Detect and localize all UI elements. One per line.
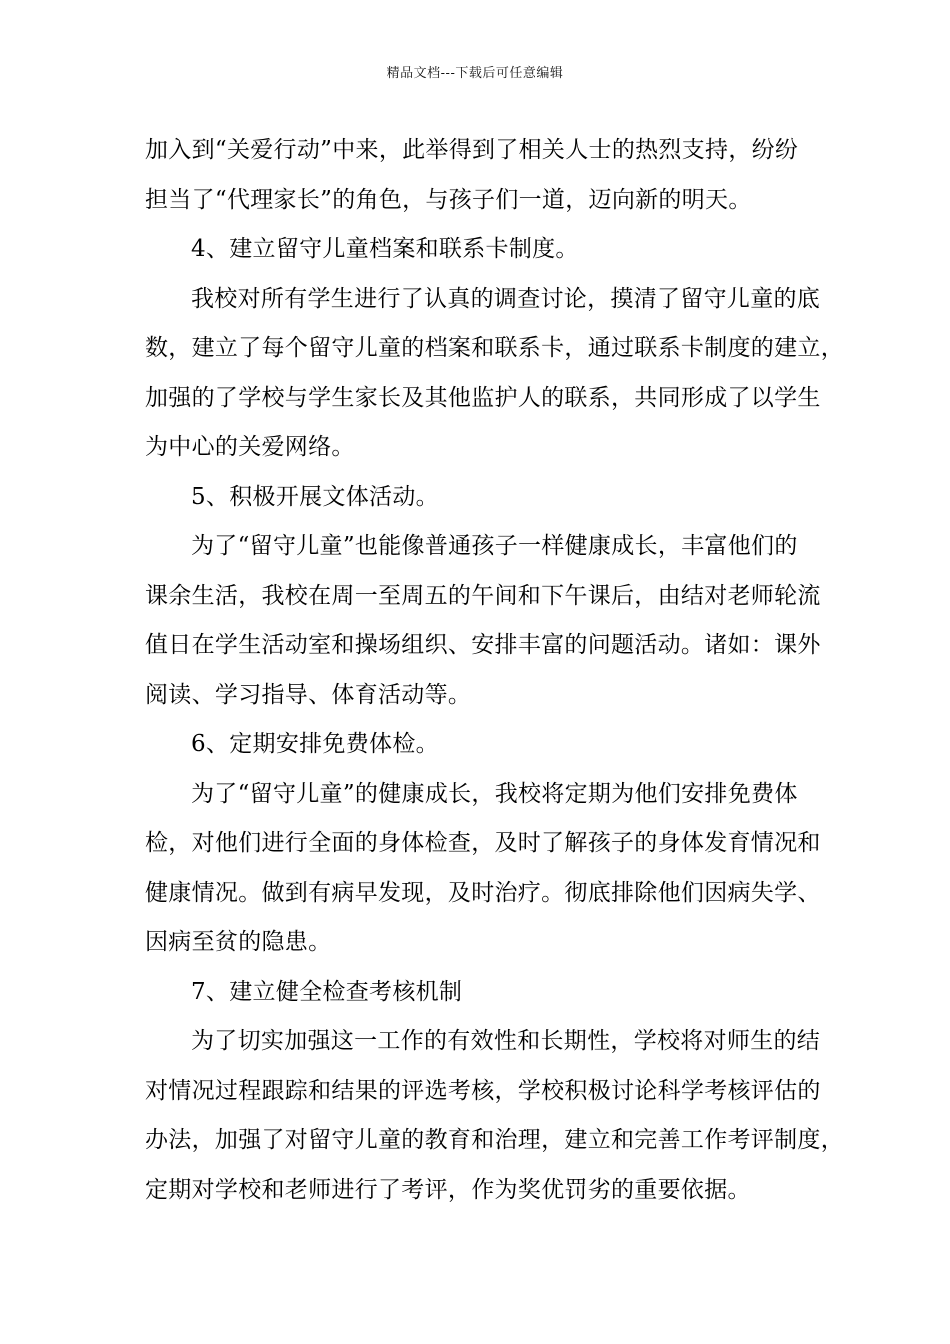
body-line: 值日在学生活动室和操场组织、安排丰富的问题活动。诸如：课外 (145, 632, 821, 658)
body-line: 健康情况。做到有病早发现，及时治疗。彻底排除他们因病失学、 (145, 879, 821, 906)
body-line: 数，建立了每个留守儿童的档案和联系卡，通过联系卡制度的建立， (145, 335, 844, 361)
section-heading-7: 7、建立健全检查考核机制 (191, 978, 463, 1005)
body-line: 课余生活，我校在周一至周五的午间和下午课后，由结对老师轮流 (145, 582, 821, 609)
section-heading-6: 6、定期安排免费体检。 (191, 731, 439, 757)
section-heading-5: 5、积极开展文体活动。 (191, 483, 439, 510)
body-line: 检，对他们进行全面的身体检查，及时了解孩子的身体发育情况和 (145, 830, 821, 856)
body-line: 担当了“代理家长”的角色，与孩子们一道，迈向新的明天。 (145, 186, 752, 213)
page-header: 精品文档---下载后可任意编辑 (386, 66, 564, 81)
paragraph-start: 为了“留守儿童”的健康成长，我校将定期为他们安排免费体 (191, 780, 798, 807)
body-line: 因病至贫的隐患。 (145, 929, 332, 955)
body-line: 为中心的关爱网络。 (145, 434, 355, 460)
paragraph-start: 我校对所有学生进行了认真的调查讨论，摸清了留守儿童的底 (191, 285, 821, 312)
body-line: 阅读、学习指导、体育活动等。 (145, 681, 472, 708)
body-line: 办法，加强了对留守儿童的教育和治理，建立和完善工作考评制度， (145, 1127, 844, 1153)
document-body (145, 126, 844, 1215)
paragraph-start: 为了切实加强这一工作的有效性和长期性，学校将对师生的结 (191, 1028, 821, 1054)
section-heading-4: 4、建立留守儿童档案和联系卡制度。 (191, 236, 579, 262)
body-line: 定期对学校和老师进行了考评，作为奖优罚劣的重要依据。 (145, 1176, 751, 1203)
paragraph-start: 为了“留守儿童”也能像普通孩子一样健康成长，丰富他们的 (191, 533, 798, 559)
body-line: 加入到“关爱行动”中来，此举得到了相关人士的热烈支持，纷纷 (145, 137, 799, 163)
body-line: 加强的了学校与学生家长及其他监护人的联系，共同形成了以学生 (145, 384, 821, 411)
body-line: 对情况过程跟踪和结果的评选考核，学校积极讨论科学考核评估的 (145, 1077, 821, 1104)
